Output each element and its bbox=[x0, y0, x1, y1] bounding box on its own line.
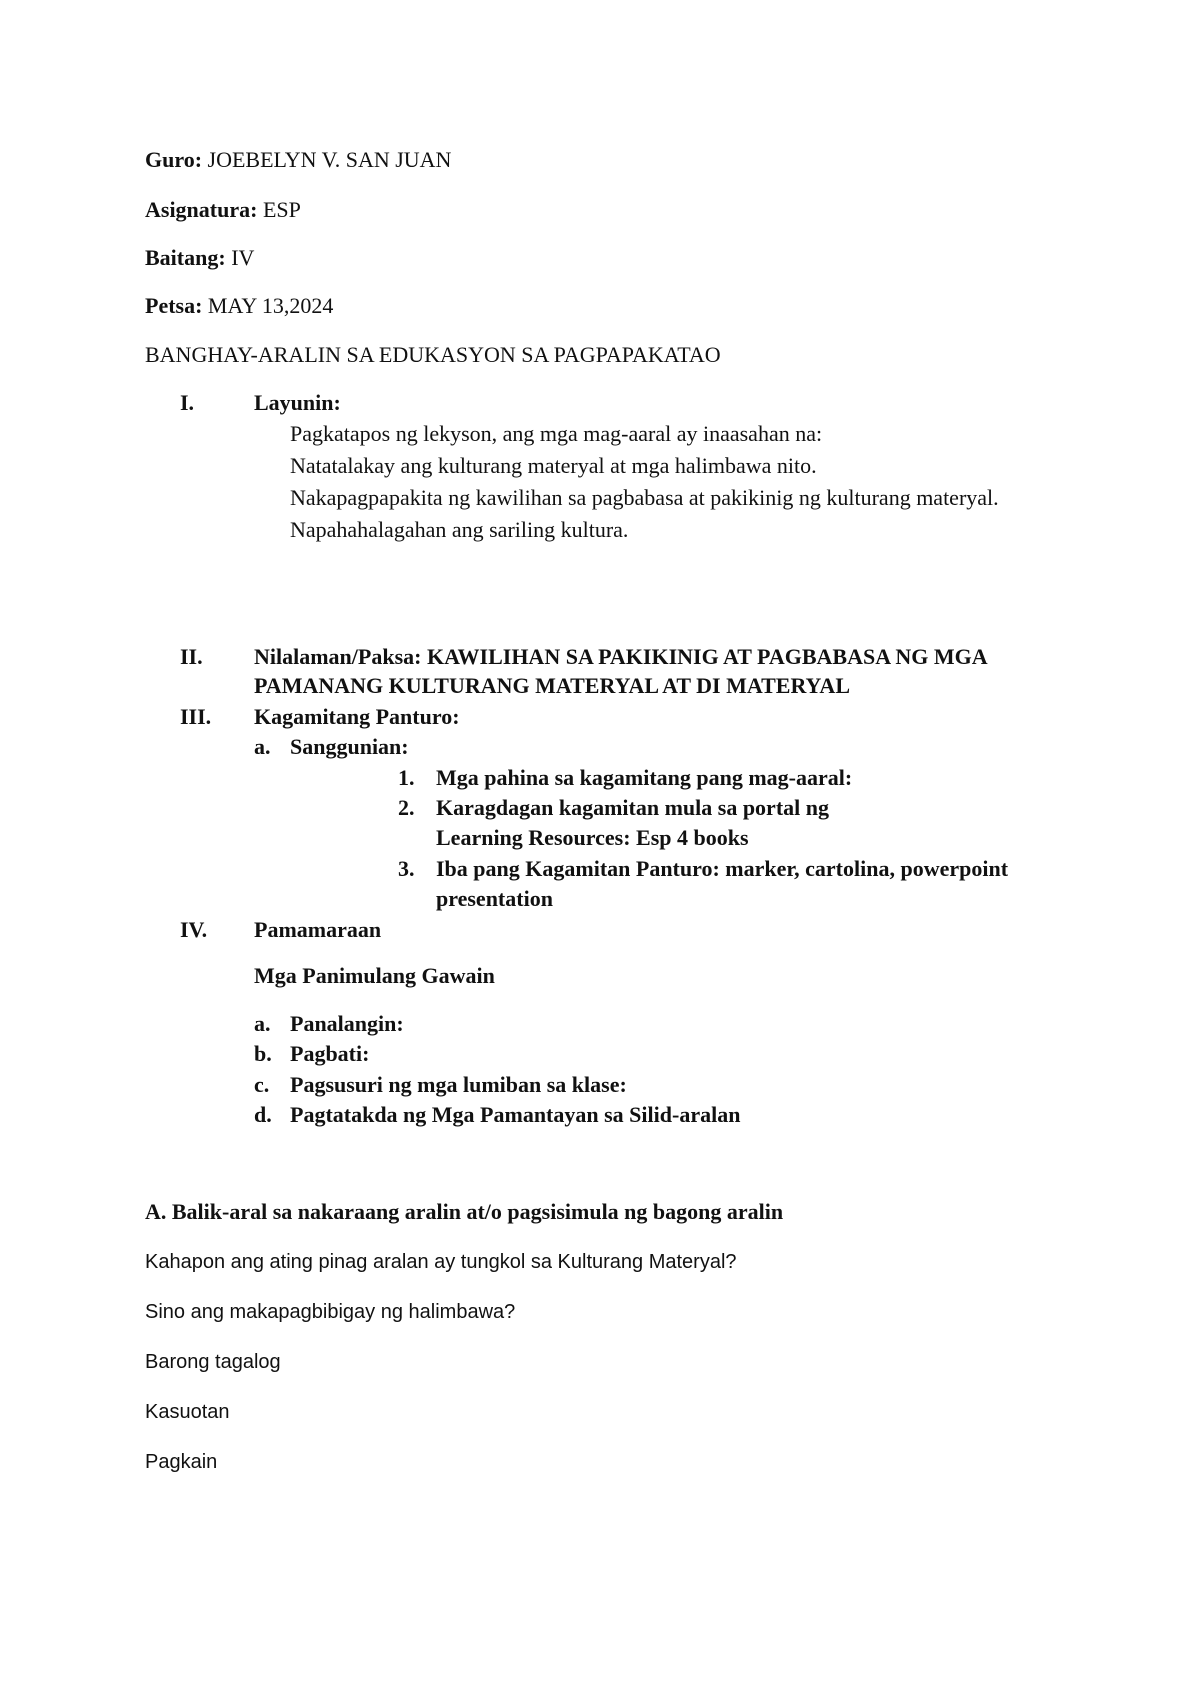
reference-item: Karagdagan kagamitan mula sa portal ng bbox=[436, 795, 829, 820]
section-3-heading: Kagamitang Panturo: bbox=[254, 704, 460, 729]
objective-line: Nakapagpapakita ng kawilihan sa pagbabasa at pakikinig ng kulturang materyal. bbox=[290, 485, 999, 510]
activity-letter: d. bbox=[254, 1102, 272, 1127]
asignatura-line bbox=[145, 196, 301, 224]
section-4-heading: Pamamaraan bbox=[254, 917, 382, 942]
activity-letter: b. bbox=[254, 1041, 272, 1066]
sanggunian-label: Sanggunian: bbox=[290, 734, 409, 759]
section-a-heading: A. Balik-aral sa nakaraang aralin at/o pagsisimula ng bagong aralin bbox=[145, 1199, 784, 1224]
baitang-label: Baitang: bbox=[145, 245, 226, 270]
reference-number: 1. bbox=[398, 765, 415, 790]
guro-line bbox=[145, 146, 451, 174]
guro-label: Guro: bbox=[145, 147, 203, 172]
review-line: Kahapon ang ating pinag aralan ay tungkol sa Kulturang Materyal? bbox=[145, 1251, 737, 1273]
petsa-value: MAY 13,2024 bbox=[202, 293, 334, 318]
objective-line: Napahahalagahan ang sariling kultura. bbox=[290, 517, 629, 542]
section-4-subheading: Mga Panimulang Gawain bbox=[254, 963, 495, 988]
asignatura-label: Asignatura: bbox=[145, 197, 258, 222]
section-2-topic-line-1: Nilalaman/Paksa: KAWILIHAN SA PAKIKINIG AT PAGBABASA NG MGA bbox=[254, 644, 988, 669]
reference-number: 2. bbox=[398, 795, 415, 820]
review-line: Kasuotan bbox=[145, 1401, 230, 1423]
activity-letter: c. bbox=[254, 1072, 270, 1097]
petsa-line bbox=[145, 292, 333, 320]
section-4-number: IV. bbox=[180, 917, 208, 942]
review-line: Barong tagalog bbox=[145, 1351, 281, 1373]
section-2-number: II. bbox=[180, 644, 203, 669]
reference-item: Iba pang Kagamitan Panturo: marker, cartolina, powerpoint bbox=[436, 856, 1009, 881]
review-line: Sino ang makapagbibigay ng halimbawa? bbox=[145, 1301, 516, 1323]
document-title: BANGHAY-ARALIN SA EDUKASYON SA PAGPAPAKATAO bbox=[145, 342, 721, 367]
section-1-heading: Layunin: bbox=[254, 390, 341, 415]
reference-number: 3. bbox=[398, 856, 415, 881]
section-3-number: III. bbox=[180, 704, 212, 729]
objective-line: Natatalakay ang kulturang materyal at mga halimbawa nito. bbox=[290, 453, 817, 478]
sanggunian-letter: a. bbox=[254, 734, 271, 759]
review-line: Pagkain bbox=[145, 1451, 218, 1473]
reference-item-continued: Learning Resources: Esp 4 books bbox=[436, 825, 749, 850]
petsa-label: Petsa: bbox=[145, 293, 203, 318]
activity-item: Pagbati: bbox=[290, 1041, 370, 1066]
activity-letter: a. bbox=[254, 1011, 271, 1036]
section-2-topic-line-2: PAMANANG KULTURANG MATERYAL AT DI MATERYAL bbox=[254, 673, 850, 698]
objective-line: Pagkatapos ng lekyson, ang mga mag-aaral ay inaasahan na: bbox=[290, 421, 823, 446]
section-1-number: I. bbox=[180, 390, 195, 415]
asignatura-value: ESP bbox=[257, 197, 301, 222]
baitang-value: IV bbox=[225, 245, 255, 270]
guro-value: JOEBELYN V. SAN JUAN bbox=[202, 147, 452, 172]
baitang-line bbox=[145, 244, 254, 272]
activity-item: Pagtatakda ng Mga Pamantayan sa Silid-aralan bbox=[290, 1102, 741, 1127]
reference-item: Mga pahina sa kagamitang pang mag-aaral: bbox=[436, 765, 853, 790]
activity-item: Panalangin: bbox=[290, 1011, 404, 1036]
activity-item: Pagsusuri ng mga lumiban sa klase: bbox=[290, 1072, 627, 1097]
reference-item-continued: presentation bbox=[436, 886, 553, 911]
